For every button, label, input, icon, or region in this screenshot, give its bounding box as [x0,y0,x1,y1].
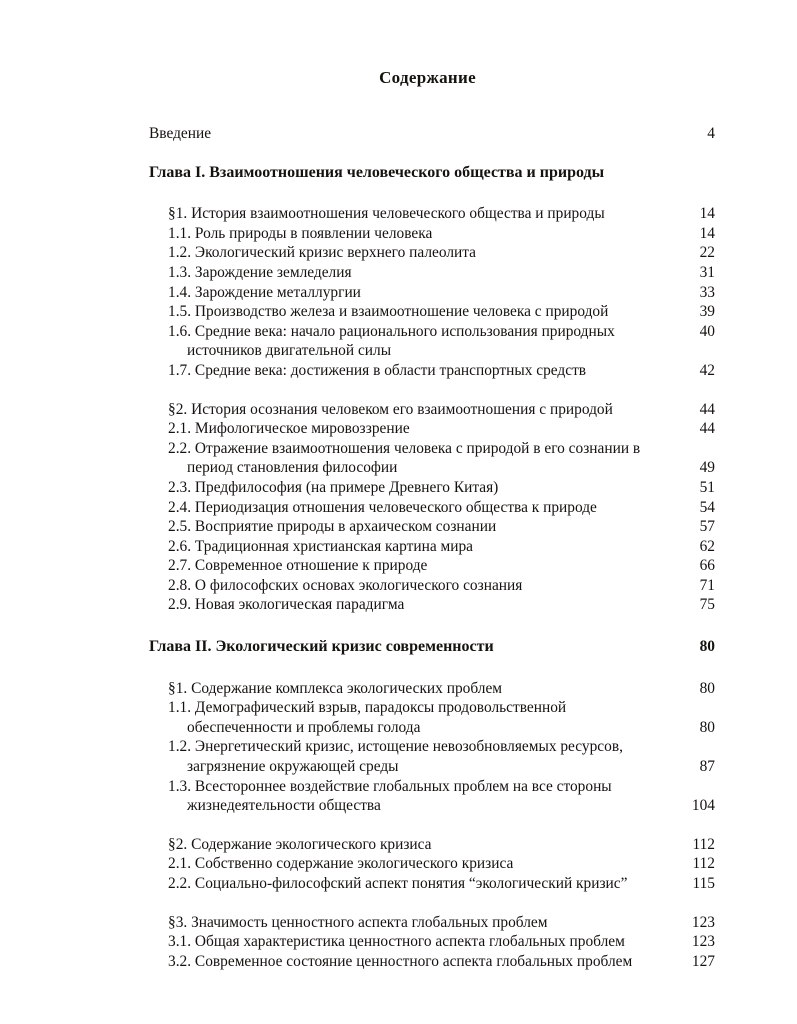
toc-chapter-2[interactable] [149,637,715,657]
toc-entry-label: 2.1. Собственно содержание экологического кризиса [168,855,514,873]
toc-entry-line-1: 1.1. Демографический взрыв, парадоксы продовольственной [168,699,567,717]
toc-entry-page: 87 [699,758,715,776]
toc-entry-1-1-6[interactable] [149,322,715,361]
toc-entry-1-2-8[interactable] [149,576,715,596]
toc-entry-2-1-1[interactable] [149,698,715,737]
toc-entry-page: 75 [699,596,715,614]
spacer [149,144,715,163]
toc-entry-label [149,439,640,478]
toc-entry-2-2-2[interactable] [149,874,715,894]
toc-entry-page: 66 [699,557,715,575]
toc-entry-introduction[interactable] [149,124,715,144]
toc-entry-page: 80 [699,718,715,736]
toc-entry-1-1-1[interactable] [149,224,715,244]
toc-section-2-2[interactable] [149,835,715,855]
toc-entry-label: 1.5. Производство железа и взаимоотношение человека с природой [168,303,609,321]
toc-entry-page: 112 [692,835,715,853]
toc-entry-1-2-9[interactable] [149,595,715,615]
toc-entry-page: 71 [699,576,715,594]
toc-entry-page: 14 [699,205,715,223]
toc-entry-page: 44 [699,400,715,418]
toc-entry-1-2-7[interactable] [149,556,715,576]
toc-entry-page: 123 [691,933,715,951]
spacer [149,182,715,204]
toc-entry-page: 80 [699,679,715,697]
toc-entry-2-1-2[interactable] [149,737,715,776]
page-title: Содержание [379,68,476,87]
toc-entry-1-2-6[interactable] [149,537,715,557]
toc-entry-label: 2.3. Предфилософия (на примере Древнего Китая) [168,478,499,496]
toc-entry-line-2: жизнедеятельности общества [187,797,381,815]
toc-entry-page: 51 [699,478,715,496]
toc-entry-2-1-3[interactable] [149,777,715,816]
toc-entry-page: 49 [699,459,715,477]
toc-entry-label: §2. Содержание экологического кризиса [168,835,432,853]
toc-entry-page: 54 [699,498,715,516]
toc-entry-1-1-5[interactable] [149,302,715,322]
toc-entry-page: 4 [707,125,715,142]
toc-entry-line-2: загрязнение окружающей среды [187,758,399,776]
toc-section-1-2[interactable] [149,400,715,420]
toc-entry-1-1-4[interactable] [149,283,715,303]
toc-entry-label: 2.9. Новая экологическая парадигма [168,596,405,614]
spacer [149,816,715,835]
toc-entry-line-1: 1.2. Энергетический кризис, истощение невозобновляемых ресурсов, [168,738,623,756]
toc-entry-label: 1.4. Зарождение металлургии [168,283,361,301]
toc-entry-page: 112 [692,855,715,873]
toc-entry-1-2-3[interactable] [149,478,715,498]
toc-entry-2-3-2[interactable] [149,952,715,972]
toc-entry-line-1: 2.2. Отражение взаимоотношения человека с природой в его сознании в [168,439,641,457]
toc-entry-label: 2.6. Традиционная христианская картина мира [168,537,474,555]
toc-entry-label [149,777,612,816]
spacer [149,657,715,679]
toc-entry-label: 1.1. Роль природы в появлении человека [168,224,433,242]
spacer [149,381,715,400]
toc-chapter-label: Глава II. Экологический кризис современности [149,638,494,656]
toc-entry-label: 2.4. Периодизация отношения человеческого общества к природе [168,498,597,516]
toc-section-2-3[interactable] [149,913,715,933]
toc-entry-line-1: 1.3. Всестороннее воздействие глобальных проблем на все стороны [168,777,612,795]
toc-entry-label: 2.1. Мифологическое мировоззрение [168,420,410,438]
toc-entry-line-2: обеспеченности и проблемы голода [187,718,421,736]
toc-entry-page: 14 [699,224,715,242]
toc-entry-label [149,698,566,737]
toc-entry-page: 57 [699,518,715,536]
toc-entry-page: 22 [699,244,715,262]
toc-entry-line-1: 1.6. Средние века: начало рационального использования природных [168,322,615,340]
toc-entry-1-2-4[interactable] [149,498,715,518]
toc-entry-1-2-2[interactable] [149,439,715,478]
toc-entry-1-1-3[interactable] [149,263,715,283]
toc-chapter-1[interactable] [149,163,715,183]
table-of-contents [149,124,715,971]
spacer [149,615,715,637]
toc-entry-line-2: источников двигательной силы [187,342,392,360]
toc-entry-label: 2.5. Восприятие природы в архаическом сознании [168,518,497,536]
toc-entry-2-3-1[interactable] [149,932,715,952]
toc-entry-label [149,322,615,361]
toc-entry-label: 2.2. Социально-философский аспект понятия “экологический кризис” [168,875,628,892]
toc-entry-label: §1. История взаимоотношения человеческого общества и природы [168,205,605,223]
toc-entry-label: 1.2. Экологический кризис верхнего палеолита [168,244,476,262]
toc-entry-page: 44 [699,420,715,438]
toc-entry-label: §2. История осознания человеком его взаимоотношения с природой [168,400,613,418]
toc-section-2-1[interactable] [149,679,715,699]
toc-entry-page: 31 [699,263,715,281]
toc-entry-page: 40 [699,322,715,340]
toc-entry-page: 123 [691,913,715,931]
toc-entry-label: Введение [149,125,212,142]
spacer [149,894,715,913]
toc-entry-page: 115 [692,875,715,892]
toc-entry-page: 42 [699,361,715,379]
toc-entry-line-2: период становления философии [187,459,398,477]
toc-chapter-label: Глава I. Взаимоотношения человеческого общества и природы [149,163,605,181]
toc-entry-1-2-1[interactable] [149,419,715,439]
toc-entry-page: 33 [699,283,715,301]
toc-entry-page: 62 [699,537,715,555]
toc-entry-2-2-1[interactable] [149,854,715,874]
toc-entry-label: §3. Значимость ценностного аспекта глобальных проблем [168,913,548,931]
toc-chapter-page: 80 [699,638,715,656]
toc-entry-label: 1.7. Средние века: достижения в области транспортных средств [168,361,587,379]
toc-entry-label: 2.7. Современное отношение к природе [168,557,428,575]
toc-entry-label: 3.2. Современное состояние ценностного аспекта глобальных проблем [168,952,633,970]
toc-entry-label: §1. Содержание комплекса экологических проблем [168,679,503,697]
toc-entry-1-2-5[interactable] [149,517,715,537]
toc-entry-1-1-7[interactable] [149,361,715,381]
toc-entry-1-1-2[interactable] [149,243,715,263]
toc-entry-label [149,737,623,776]
toc-entry-label: 1.3. Зарождение земледелия [168,263,352,281]
toc-entry-page: 127 [691,952,715,970]
toc-entry-label: 2.8. О философских основах экологического сознания [168,576,523,594]
toc-entry-page: 39 [699,303,715,321]
toc-entry-label: 3.1. Общая характеристика ценностного аспекта глобальных проблем [168,933,625,951]
toc-section-1-1[interactable] [149,204,715,224]
toc-entry-page: 104 [691,797,715,815]
